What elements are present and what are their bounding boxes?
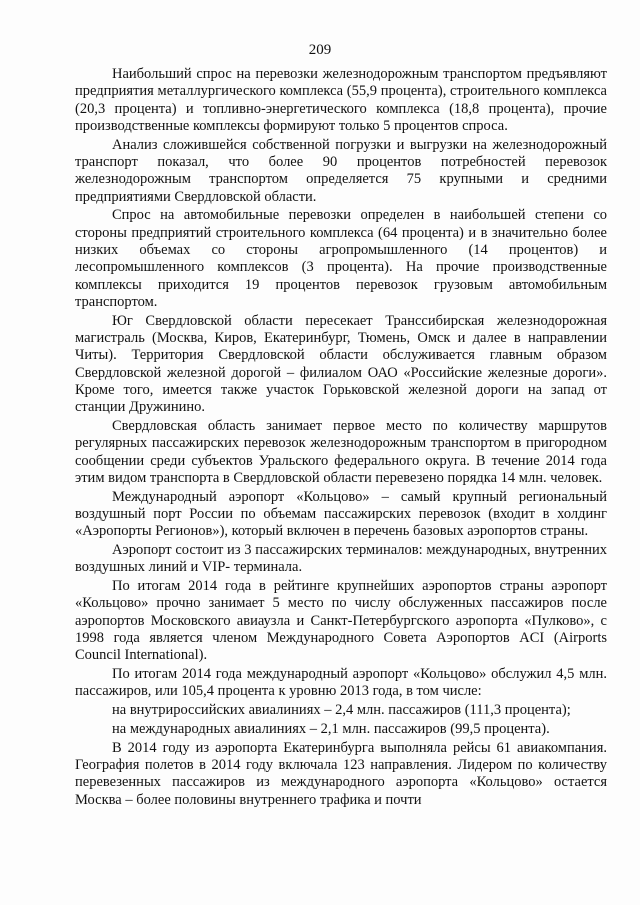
paragraph: Спрос на автомобильные перевозки определен в наибольшей степени со стороны предприятий строительного комплекса (64 процента) и в значительно более низких объемах со стороны агропромышленного (14 процентов) и лесопромышленного комплексов (3 процента). На прочие производственные комплексы приходится 19 процентов перевозок грузовым автомобильным транспортом. [75, 207, 607, 310]
paragraph: В 2014 году из аэропорта Екатеринбурга выполняла рейсы 61 авиакомпания. География полетов в 2014 году включала 123 направления. Лидером по количеству перевезенных пассажиров из международного аэропорта «Кольцово» остается Москва – более половины внутреннего трафика и почти [75, 739, 607, 808]
paragraph: По итогам 2014 года в рейтинге крупнейших аэропортов страны аэропорт «Кольцово» прочно занимает 5 место по числу обслуженных пассажиров после аэропортов Московского авиаузла и Санкт-Петербургского аэропорта «Пулково», с 1998 года является членом Международного Совета Аэропортов ACI (Airports Council International). [75, 578, 607, 664]
paragraph: Аэропорт состоит из 3 пассажирских терминалов: международных, внутренних воздушных линий и VIP- терминала. [75, 542, 607, 576]
paragraph: Наибольший спрос на перевозки железнодорожным транспортом предъявляют предприятия металлургического комплекса (55,9 процента), строительного комплекса (20,3 процента) и топливно-энергетического комплекса (18,8 процента), прочие производственные комплексы формируют только 5 процентов спроса. [75, 66, 607, 134]
page-number: 209 [308, 42, 332, 58]
paragraph: Свердловская область занимает первое место по количеству маршрутов регулярных пассажирских перевозок железнодорожным транспортом в пригородном сообщении среди субъектов Уральского федерального округа. В течение 2014 года этим видом транспорта в Свердловской области перевезено порядка 14 млн. человек. [75, 417, 607, 486]
paragraph: Анализ сложившейся собственной погрузки и выгрузки на железнодорожный транспорт показал, что более 90 процентов потребностей перевозок железнодорожным транспортом определяется 75 крупными и средними предприятиями Свердловской области. [75, 136, 607, 205]
list-item: на внутрироссийских авиалиниях – 2,4 млн. пассажиров (111,3 процента); [112, 702, 571, 719]
paragraph: Юг Свердловской области пересекает Транссибирская железнодорожная магистраль (Москва, Киров, Екатеринбург, Тюмень, Омск и далее в направлении Читы). Территория Свердловской области обслуживается главным образом Свердловской железной дорогой – филиалом ОАО «Российские железные дороги». Кроме того, имеется также участок Горьковской железной дороги на запад от станции Дружинино. [75, 312, 607, 416]
paragraph: Международный аэропорт «Кольцово» – самый крупный региональный воздушный порт России по объемам пассажирских перевозок (входит в холдинг «Аэропорты Регионов»), который включен в перечень базовых аэропортов страны. [75, 488, 607, 540]
paragraph: По итогам 2014 года международный аэропорт «Кольцово» обслужил 4,5 млн. пассажиров, или 105,4 процента к уровню 2013 года, в том числе: [75, 666, 607, 700]
document-body [75, 66, 607, 809]
list-item: на международных авиалиниях – 2,1 млн. пассажиров (99,5 процента). [112, 720, 550, 737]
